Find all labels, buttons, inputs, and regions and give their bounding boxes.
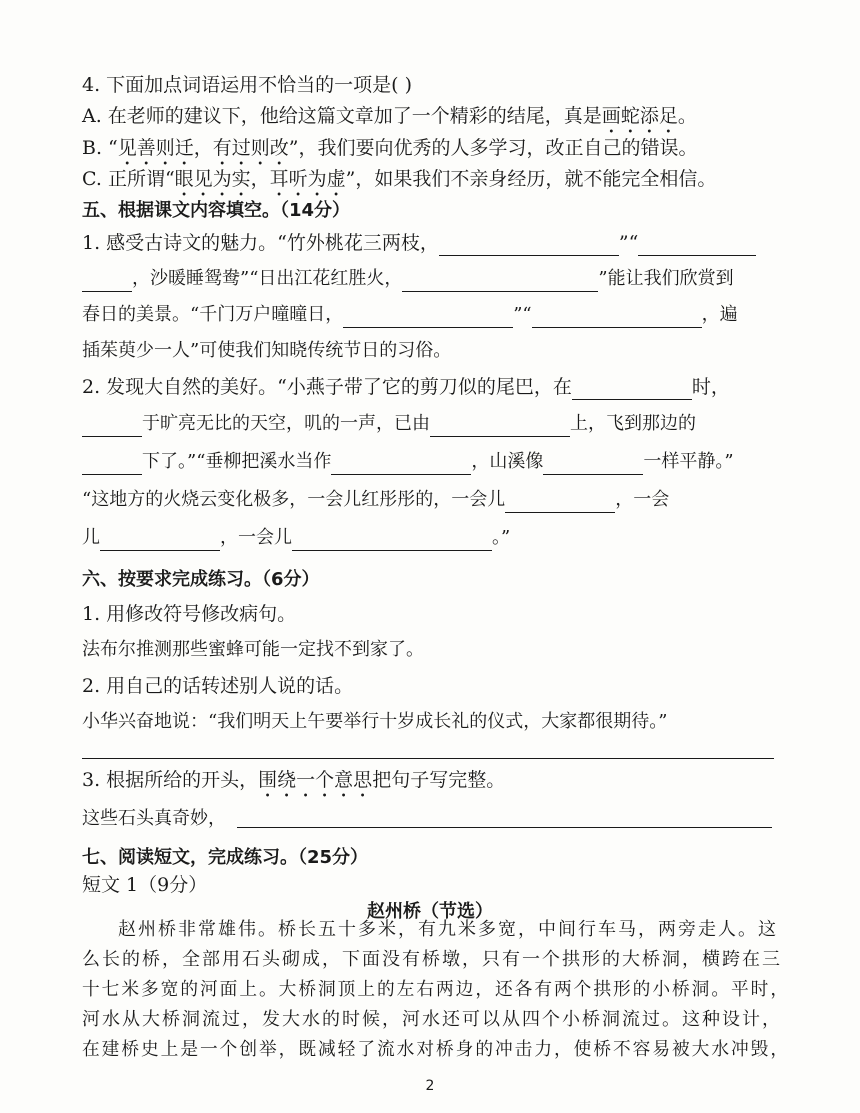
- q4-option-a: [82, 103, 697, 138]
- q4-b-end: ”，我们要向优秀的人多学习，改正自己的错误。: [288, 137, 698, 159]
- q4-a-dotted-word: 画蛇添足: [601, 105, 678, 127]
- passage-label: 短文 1（9分）: [82, 874, 208, 896]
- text: 把句子写完整。: [372, 769, 506, 791]
- text: 3. 根据所给的开头，: [82, 769, 259, 791]
- s5-q1-line1: [82, 230, 756, 256]
- q4-a-end: 。: [677, 105, 697, 127]
- q4-c-dotted-word: 眼见为实，耳听为虚: [174, 168, 346, 190]
- q4-option-c: [82, 166, 716, 201]
- passage-title: 赵州桥（节选）: [367, 901, 493, 922]
- text: ，山溪像: [471, 451, 544, 472]
- blank-field[interactable]: [343, 307, 513, 328]
- text: ”能让我们欣赏到: [598, 268, 734, 289]
- s5-q1-line2: [82, 266, 734, 292]
- text: 1. 感受古诗文的魅力。“竹外桃花三两枝，: [82, 232, 439, 254]
- page-number: 2: [425, 1078, 435, 1094]
- q4-a-text: A. 在老师的建议下，他给这篇文章加了一个精彩的结尾，真是: [82, 105, 602, 127]
- blank-field[interactable]: [100, 530, 220, 551]
- answer-line[interactable]: [237, 827, 772, 828]
- s5-q2-line5: [82, 525, 510, 551]
- s5-q2-line2: [82, 411, 696, 437]
- text: 时，: [691, 376, 730, 398]
- blank-field[interactable]: [638, 235, 756, 256]
- text: ，一会: [615, 489, 670, 510]
- s5-q2-line1: [82, 374, 730, 400]
- text: ，遍: [701, 304, 738, 325]
- text: ”“: [618, 232, 639, 254]
- text: 2. 发现大自然的美好。“小燕子带了它的剪刀似的尾巴，在: [82, 376, 572, 398]
- section5-heading: 五、根据课文内容填空。（14分）: [82, 200, 351, 221]
- blank-field[interactable]: [430, 416, 570, 437]
- text: ”“: [513, 304, 532, 325]
- passage-line: 么长的桥，全部用石头砌成，下面没有桥墩，只有一个拱形的大桥洞，横跨在三: [82, 949, 782, 970]
- text: ，一会儿: [220, 527, 292, 548]
- blank-field[interactable]: [82, 454, 142, 475]
- text: 春日的美景。“千门万户曈曈日，: [82, 304, 344, 325]
- s5-q1-line4: 插茱萸少一人”可使我们知晓传统节日的习俗。: [82, 340, 452, 361]
- q4-c-end: ”，如果我们不亲身经历，就不能完全相信。: [345, 168, 717, 190]
- blank-field[interactable]: [82, 416, 142, 437]
- blank-field[interactable]: [532, 307, 702, 328]
- s6-q3-dotted-words: 围绕一个意思: [258, 769, 373, 791]
- text: 下了。”“垂柳把溪水当作: [142, 451, 332, 472]
- section6-heading: 六、按要求完成练习。（6分）: [82, 569, 320, 590]
- q4-option-b: [82, 135, 698, 170]
- q4-stem: 4. 下面加点词语运用不恰当的一项是( ): [82, 74, 413, 96]
- s6-q3: [82, 767, 505, 802]
- blank-field[interactable]: [439, 235, 619, 256]
- text: 上，飞到那边的: [570, 413, 696, 434]
- q4-b-text: B. “: [82, 137, 118, 159]
- blank-field[interactable]: [572, 379, 692, 400]
- section7-heading: 七、阅读短文，完成练习。（25分）: [82, 847, 369, 868]
- blank-field[interactable]: [331, 454, 471, 475]
- text: “这地方的火烧云变化极多，一会儿红彤彤的，一会儿: [82, 489, 506, 510]
- answer-line[interactable]: [82, 758, 774, 759]
- text: 一样平静。”: [643, 451, 734, 472]
- s5-q2-line4: [82, 487, 669, 513]
- blank-field[interactable]: [543, 454, 643, 475]
- q4-b-dotted-word: 见善则迁，有过则改: [117, 137, 289, 159]
- passage-line: 河水从大桥洞流过，发大水的时候，河水还可以从四个小桥洞流过。这种设计，: [82, 1009, 782, 1030]
- text: 。”: [492, 527, 511, 548]
- text: 儿: [82, 527, 100, 548]
- s6-q2: 2. 用自己的话转述别人说的话。: [82, 675, 354, 697]
- blank-field[interactable]: [82, 271, 132, 292]
- blank-field[interactable]: [402, 271, 598, 292]
- passage-line: 十七米多宽的河面上。大桥洞顶上的左右两边，还各有两个拱形的小桥洞。平时，: [82, 979, 790, 1000]
- s5-q2-line3: [82, 449, 734, 475]
- blank-field[interactable]: [505, 492, 615, 513]
- s6-q2-sentence: 小华兴奋地说：“我们明天上午要举行十岁成长礼的仪式，大家都很期待。”: [82, 711, 668, 732]
- passage-line: 在建桥史上是一个创举，既减轻了流水对桥身的冲击力，使桥不容易被大水冲毁，: [82, 1039, 790, 1060]
- s5-q1-line3: [82, 302, 738, 328]
- s6-q1-sentence: 法布尔推测那些蜜蜂可能一定找不到家了。: [82, 639, 424, 660]
- passage-line: 赵州桥非常雄伟。桥长五十多米，有九米多宽，中间行车马，两旁走人。这: [118, 919, 778, 940]
- q4-c-text: C. 正所谓“: [82, 168, 175, 190]
- text: ，沙暖睡鸳鸯”“日出江花红胜火，: [132, 268, 403, 289]
- text: 于旷亮无比的天空，叽的一声，已由: [142, 413, 430, 434]
- s6-q1: 1. 用修改符号修改病句。: [82, 603, 297, 625]
- blank-field[interactable]: [292, 530, 492, 551]
- s6-q3-start: 这些石头真奇妙，: [82, 808, 226, 829]
